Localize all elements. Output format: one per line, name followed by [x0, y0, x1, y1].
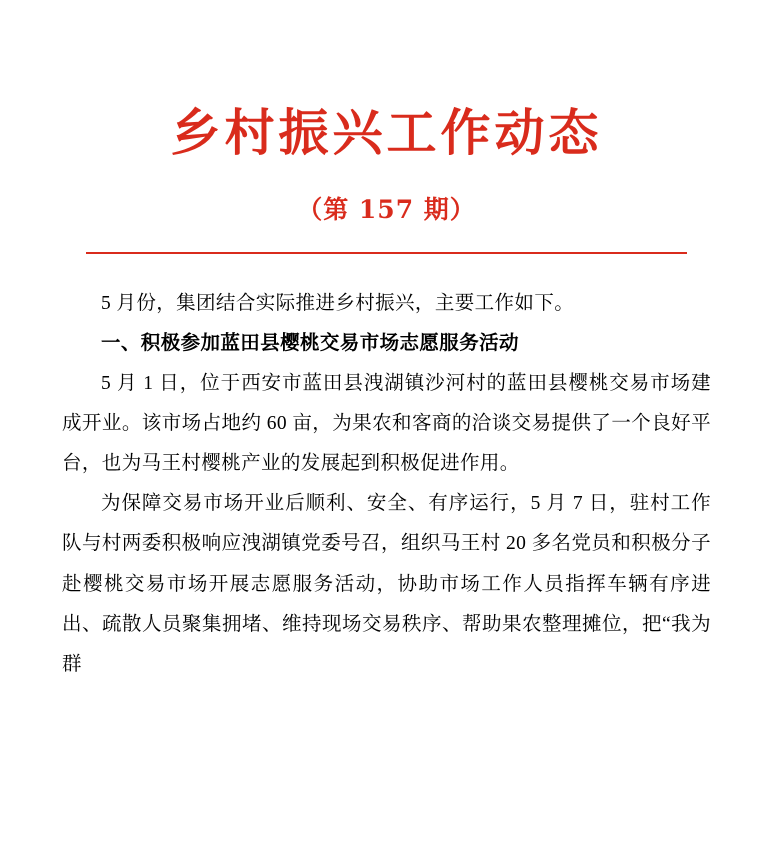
body-paragraph: 5 月份，集团结合实际推进乡村振兴，主要工作如下。	[101, 292, 575, 314]
header-divider	[62, 252, 711, 262]
horizontal-rule-icon	[86, 252, 687, 254]
document-title: 乡村振兴工作动态	[170, 103, 603, 162]
body-paragraph: 5 月 1 日，位于西安市蓝田县洩湖镇沙河村的蓝田县樱桃交易市场建成开业。该市场占地约 60 亩，为果农和客商的洽谈交易提供了一个良好平台，也为马王村樱桃产业的发展起到积极促进作用。	[62, 372, 711, 475]
document-body	[62, 284, 711, 686]
document-masthead	[62, 0, 711, 226]
body-paragraph: 为保障交易市场开业后顺利、安全、有序运行，5 月 7 日，驻村工作队与村两委积极响应洩湖镇党委号召，组织马王村 20 多名党员和积极分子赴樱桃交易市场开展志愿服务活动，协助市场工作人员指挥车辆有序进出、疏散人员聚集拥堵、维持现场交易秩序、帮助果农整理摊位，把“我为群	[62, 493, 711, 675]
section-heading: 一、积极参加蓝田县樱桃交易市场志愿服务活动	[101, 332, 519, 354]
document-issue-number: （第 157 期）	[297, 194, 476, 224]
